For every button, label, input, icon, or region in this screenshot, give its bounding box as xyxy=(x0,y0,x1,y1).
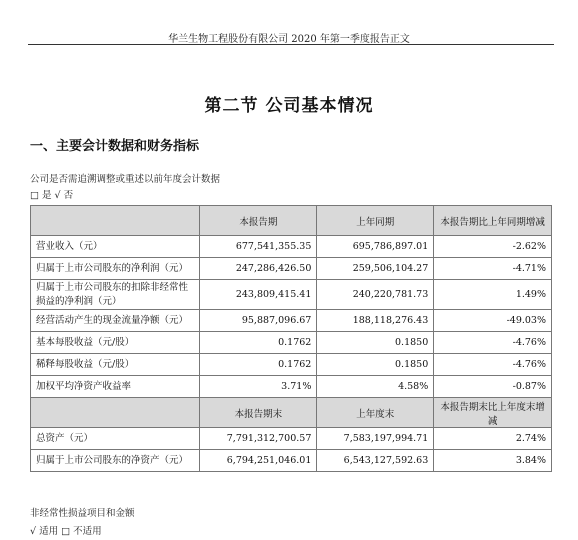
cell-value: -0.87% xyxy=(434,376,552,398)
table-row xyxy=(31,428,552,450)
row-label: 营业收入（元） xyxy=(31,236,200,258)
row-label: 归属于上市公司股东的净利润（元） xyxy=(31,258,200,280)
cell-value: 695,786,897.01 xyxy=(317,236,434,258)
row-label: 经营活动产生的现金流量净额（元） xyxy=(31,310,200,332)
row-label: 基本每股收益（元/股） xyxy=(31,332,200,354)
table-row xyxy=(31,450,552,472)
table-header-row xyxy=(31,206,552,236)
column-header: 本报告期末 xyxy=(200,398,317,428)
section-heading: 一、主要会计数据和财务指标 xyxy=(30,139,200,154)
column-header: 上年度末 xyxy=(317,398,434,428)
table-row xyxy=(31,354,552,376)
cell-value: -4.71% xyxy=(434,258,552,280)
cell-value: 3.71% xyxy=(200,376,317,398)
row-label: 归属于上市公司股东的扣除非经常性损益的净利润（元） xyxy=(31,280,200,310)
cell-value: 6,543,127,592.63 xyxy=(317,450,434,472)
restate-question: 公司是否需追溯调整或重述以前年度会计数据 xyxy=(30,174,221,185)
table-row xyxy=(31,280,552,310)
column-header xyxy=(31,206,200,236)
table-row xyxy=(31,376,552,398)
cell-value: 188,118,276.43 xyxy=(317,310,434,332)
cell-value: 247,286,426.50 xyxy=(200,258,317,280)
row-label: 归属于上市公司股东的净资产（元） xyxy=(31,450,200,472)
cell-value: 95,887,096.67 xyxy=(200,310,317,332)
nonrecurring-title: 非经常性损益项目和金额 xyxy=(30,508,135,519)
cell-value: 240,220,781.73 xyxy=(317,280,434,310)
column-header xyxy=(31,398,200,428)
table-row xyxy=(31,310,552,332)
cell-value: 1.49% xyxy=(434,280,552,310)
column-header: 本报告期 xyxy=(200,206,317,236)
column-header: 本报告期比上年同期增减 xyxy=(434,206,552,236)
cell-value: 4.58% xyxy=(317,376,434,398)
table-header-row xyxy=(31,398,552,428)
restate-answer: □ 是 √ 否 xyxy=(30,190,74,201)
cell-value: -4.76% xyxy=(434,332,552,354)
cell-value: 6,794,251,046.01 xyxy=(200,450,317,472)
nonrecurring-answer: √ 适用 □ 不适用 xyxy=(30,526,102,537)
table-row xyxy=(31,332,552,354)
cell-value: 7,583,197,994.71 xyxy=(317,428,434,450)
cell-value: 2.74% xyxy=(434,428,552,450)
cell-value: 3.84% xyxy=(434,450,552,472)
header-divider xyxy=(28,44,554,45)
cell-value: -4.76% xyxy=(434,354,552,376)
table-row xyxy=(31,236,552,258)
cell-value: 243,809,415.41 xyxy=(200,280,317,310)
financial-table xyxy=(30,205,552,472)
cell-value: 7,791,312,700.57 xyxy=(200,428,317,450)
cell-value: 0.1850 xyxy=(317,332,434,354)
row-label: 稀释每股收益（元/股） xyxy=(31,354,200,376)
row-label: 总资产（元） xyxy=(31,428,200,450)
cell-value: 0.1762 xyxy=(200,332,317,354)
section-title: 第二节 公司基本情况 xyxy=(204,96,374,116)
column-header: 上年同期 xyxy=(317,206,434,236)
cell-value: 0.1762 xyxy=(200,354,317,376)
row-label: 加权平均净资产收益率 xyxy=(31,376,200,398)
page-header: 华兰生物工程股份有限公司 2020 年第一季度报告正文 xyxy=(168,34,410,45)
cell-value: -49.03% xyxy=(434,310,552,332)
table-row xyxy=(31,258,552,280)
cell-value: 677,541,355.35 xyxy=(200,236,317,258)
column-header: 本报告期末比上年度末增减 xyxy=(434,398,552,428)
cell-value: 259,506,104.27 xyxy=(317,258,434,280)
cell-value: 0.1850 xyxy=(317,354,434,376)
cell-value: -2.62% xyxy=(434,236,552,258)
